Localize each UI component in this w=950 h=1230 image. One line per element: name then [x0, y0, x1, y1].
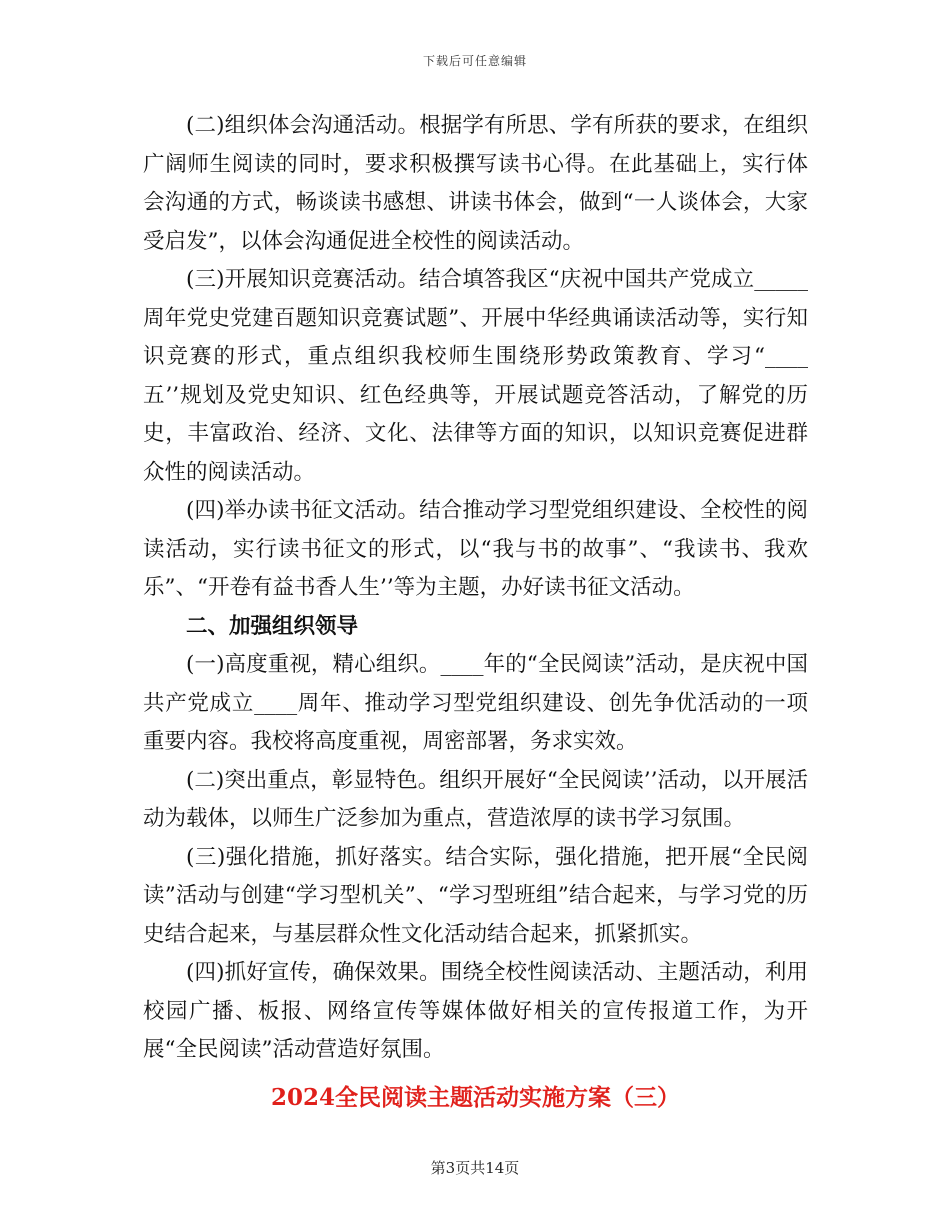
section-heading-leadership: 二、加强组织领导 [186, 613, 359, 639]
page-header: 下载后可任意编辑 [422, 54, 527, 68]
page-footer: 第3页共14页 [430, 1159, 520, 1177]
paragraph-measures: (三)强化措施，抓好落实。结合实际，强化措施，把开展“全民阅读”活动与创建“学习型机关”、“学习型班组”结合起来，与学习党的历史结合起来，与基层群众性文化活动结合起来，抓紧抓实。 [143, 844, 808, 947]
paragraph-exchange-activity: (二)组织体会沟通活动。根据学有所思、学有所获的要求，在组织广阔师生阅读的同时，要求积极撰写读书心得。在此基础上，实行体会沟通的方式，畅谈读书感想、讲读书体会，做到“一人谈体会，大家受启发”，以体会沟通促进全校性的阅读活动。 [143, 113, 808, 254]
paragraph-focus: (二)突出重点，彰显特色。组织开展好“全民阅读’’活动，以开展活动为载体，以师生广泛参加为重点，营造浓厚的读书学习氛围。 [143, 767, 808, 831]
paragraph-attention: (一)高度重视，精心组织。____年的“全民阅读”活动，是庆祝中国共产党成立____周年、推动学习型党组织建设、创先争优活动的一项重要内容。我校将高度重视，周密部署，务求实效。 [143, 652, 808, 754]
document-body [143, 107, 808, 1118]
paragraph-essay-activity: (四)举办读书征文活动。结合推动学习型党组织建设、全校性的阅读活动，实行读书征文的形式，以“我与书的故事”、“我读书、我欢乐”、“开卷有益书香人生’’等为主题，办好读书征文活动。 [143, 498, 808, 600]
paragraph-quiz-activity: (三)开展知识竞赛活动。结合填答我区“庆祝中国共产党成立_____周年党史党建百题知识竞赛试题”、开展中华经典诵读活动等，实行知识竞赛的形式，重点组织我校师生围绕形势政策教育、学习“____五’’规划及党史知识、红色经典等，开展试题竞答活动，了解党的历史，丰富政治、经济、文化、法律等方面的知识，以知识竞赛促进群众性的阅读活动。 [143, 267, 808, 485]
next-document-title: 2024全民阅读主题活动实施方案（三） [270, 1083, 680, 1111]
paragraph-publicity: (四)抓好宣传，确保效果。围绕全校性阅读活动、主题活动，利用校园广播、板报、网络宣传等媒体做好相关的宣传报道工作，为开展“全民阅读”活动营造好氛围。 [143, 960, 808, 1062]
